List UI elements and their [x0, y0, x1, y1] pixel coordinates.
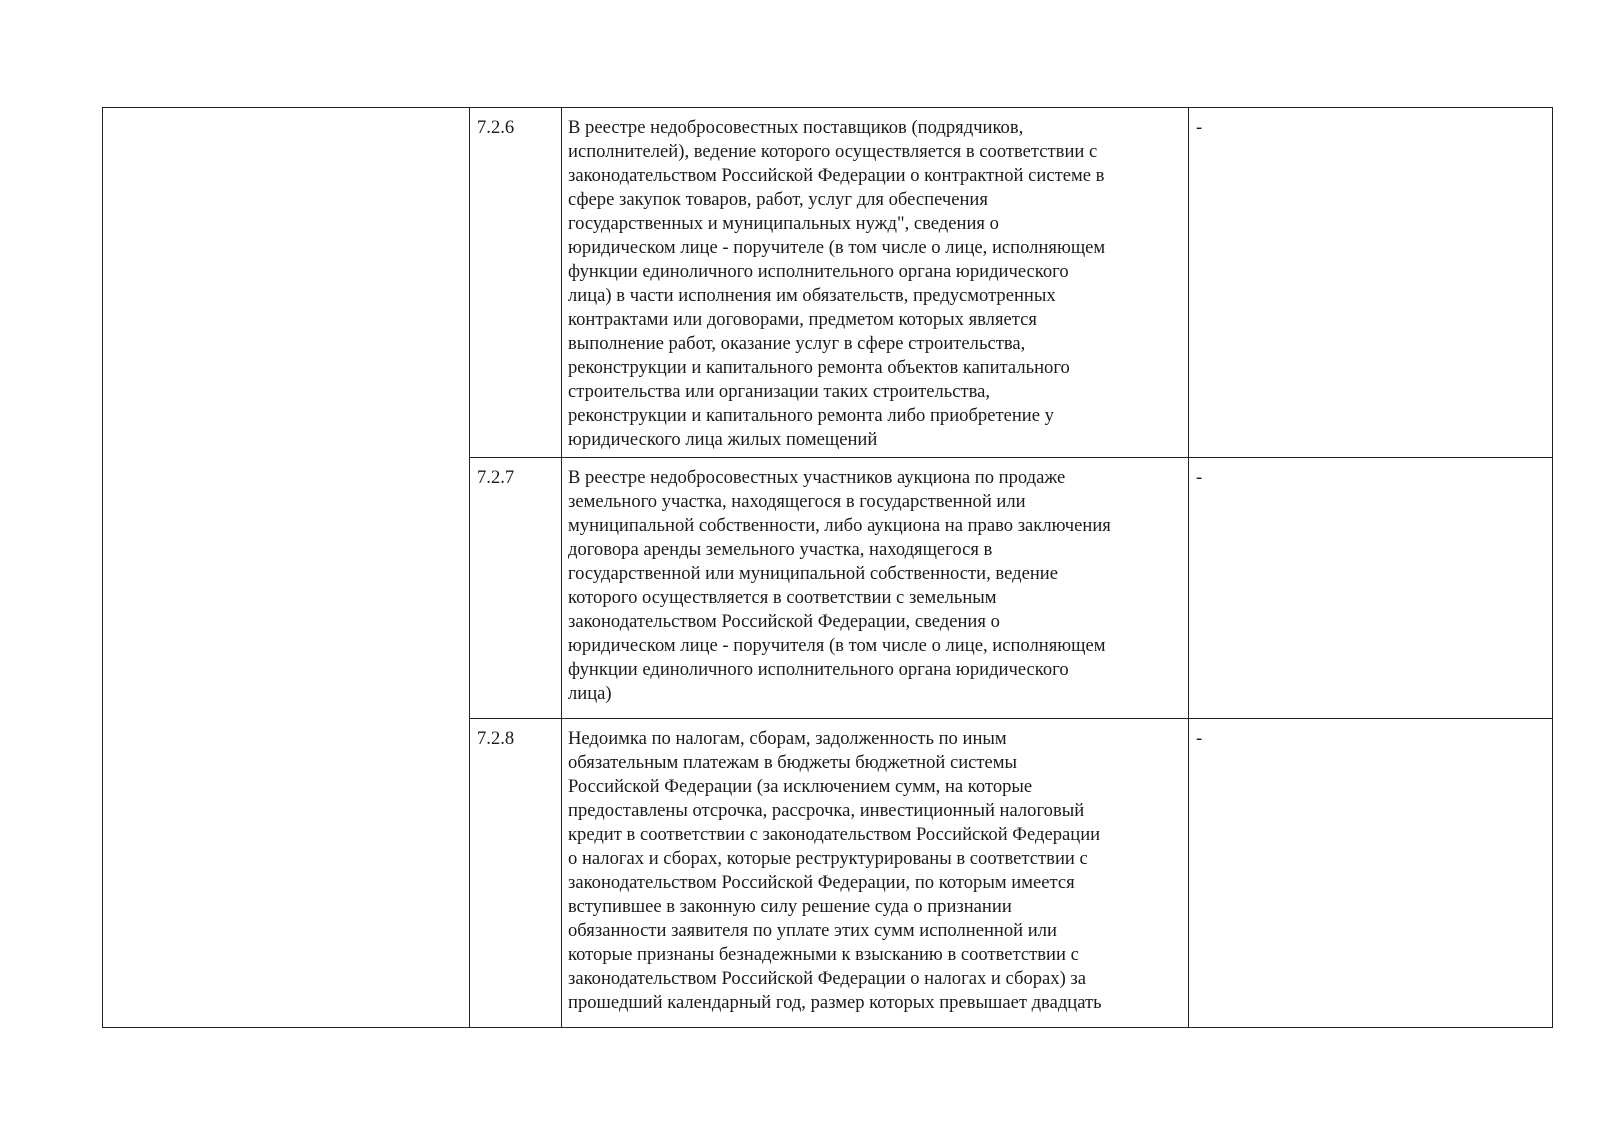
text-line: законодательством Российской Федерации о налогах и сборах) за	[568, 968, 1087, 989]
text-line: муниципальной собственности, либо аукциона на право заключения	[568, 515, 1111, 536]
text-line: исполнителей), ведение которого осуществляется в соответствии с	[568, 141, 1098, 162]
row-number-cell: 7.2.6	[470, 108, 562, 458]
text-line: реконструкции и капитального ремонта объектов капитального	[568, 357, 1070, 378]
text-line: кредит в соответствии с законодательством Российской Федерации	[568, 824, 1101, 845]
text-line: контрактами или договорами, предметом которых является	[568, 309, 1037, 330]
row-value-cell: -	[1189, 719, 1553, 1028]
row-value-cell: -	[1189, 108, 1553, 458]
document-table	[102, 107, 1553, 1028]
row-description-cell	[562, 719, 1189, 1028]
text-line: выполнение работ, оказание услуг в сфере строительства,	[568, 333, 1026, 354]
row-number-cell: 7.2.8	[470, 719, 562, 1028]
text-line: законодательством Российской Федерации, сведения о	[568, 611, 1000, 632]
text-line: государственных и муниципальных нужд", сведения о	[568, 213, 999, 234]
text-line: функции единоличного исполнительного органа юридического	[568, 261, 1069, 282]
text-line: которого осуществляется в соответствии с земельным	[568, 587, 997, 608]
text-line: сфере закупок товаров, работ, услуг для обеспечения	[568, 189, 988, 210]
text-line: обязанности заявителя по уплате этих сумм исполненной или	[568, 920, 1057, 941]
text-line: законодательством Российской Федерации о контрактной системе в	[568, 165, 1105, 186]
text-line: В реестре недобросовестных поставщиков (подрядчиков,	[568, 117, 1024, 138]
text-line: юридического лица жилых помещений	[568, 429, 878, 450]
text-line: лица) в части исполнения им обязательств, предусмотренных	[568, 285, 1056, 306]
text-line: Российской Федерации (за исключением сумм, на которые	[568, 776, 1033, 797]
text-line: предоставлены отсрочка, рассрочка, инвестиционный налоговый	[568, 800, 1085, 821]
text-line: обязательным платежам в бюджеты бюджетной системы	[568, 752, 1018, 773]
text-line: договора аренды земельного участка, находящегося в	[568, 539, 993, 560]
text-line: вступившее в законную силу решение суда о признании	[568, 896, 1012, 917]
text-line: которые признаны безнадежными к взысканию в соответствии с	[568, 944, 1079, 965]
text-line: земельного участка, находящегося в государственной или	[568, 491, 1026, 512]
text-line: В реестре недобросовестных участников аукциона по продаже	[568, 467, 1066, 488]
text-line: прошедший календарный год, размер которых превышает двадцать	[568, 992, 1102, 1013]
text-line: лица)	[568, 683, 612, 704]
text-line: о налогах и сборах, которые реструктурированы в соответствии с	[568, 848, 1088, 869]
text-line: Недоимка по налогам, сборам, задолженность по иным	[568, 728, 1007, 749]
text-line: юридическом лице - поручителя (в том числе о лице, исполняющем	[568, 635, 1106, 656]
row-description-cell	[562, 108, 1189, 458]
row-number-cell: 7.2.7	[470, 458, 562, 719]
text-line: реконструкции и капитального ремонта либо приобретение у	[568, 405, 1054, 426]
row-description-cell	[562, 458, 1189, 719]
text-line: законодательством Российской Федерации, по которым имеется	[568, 872, 1075, 893]
text-line: функции единоличного исполнительного органа юридического	[568, 659, 1069, 680]
text-line: строительства или организации таких строительства,	[568, 381, 991, 402]
text-line: юридическом лице - поручителе (в том числе о лице, исполняющем	[568, 237, 1106, 258]
row-value-cell: -	[1189, 458, 1553, 719]
text-line: государственной или муниципальной собственности, ведение	[568, 563, 1058, 584]
table-row-7-2-6	[103, 108, 1553, 458]
empty-left-cell	[103, 108, 470, 1028]
